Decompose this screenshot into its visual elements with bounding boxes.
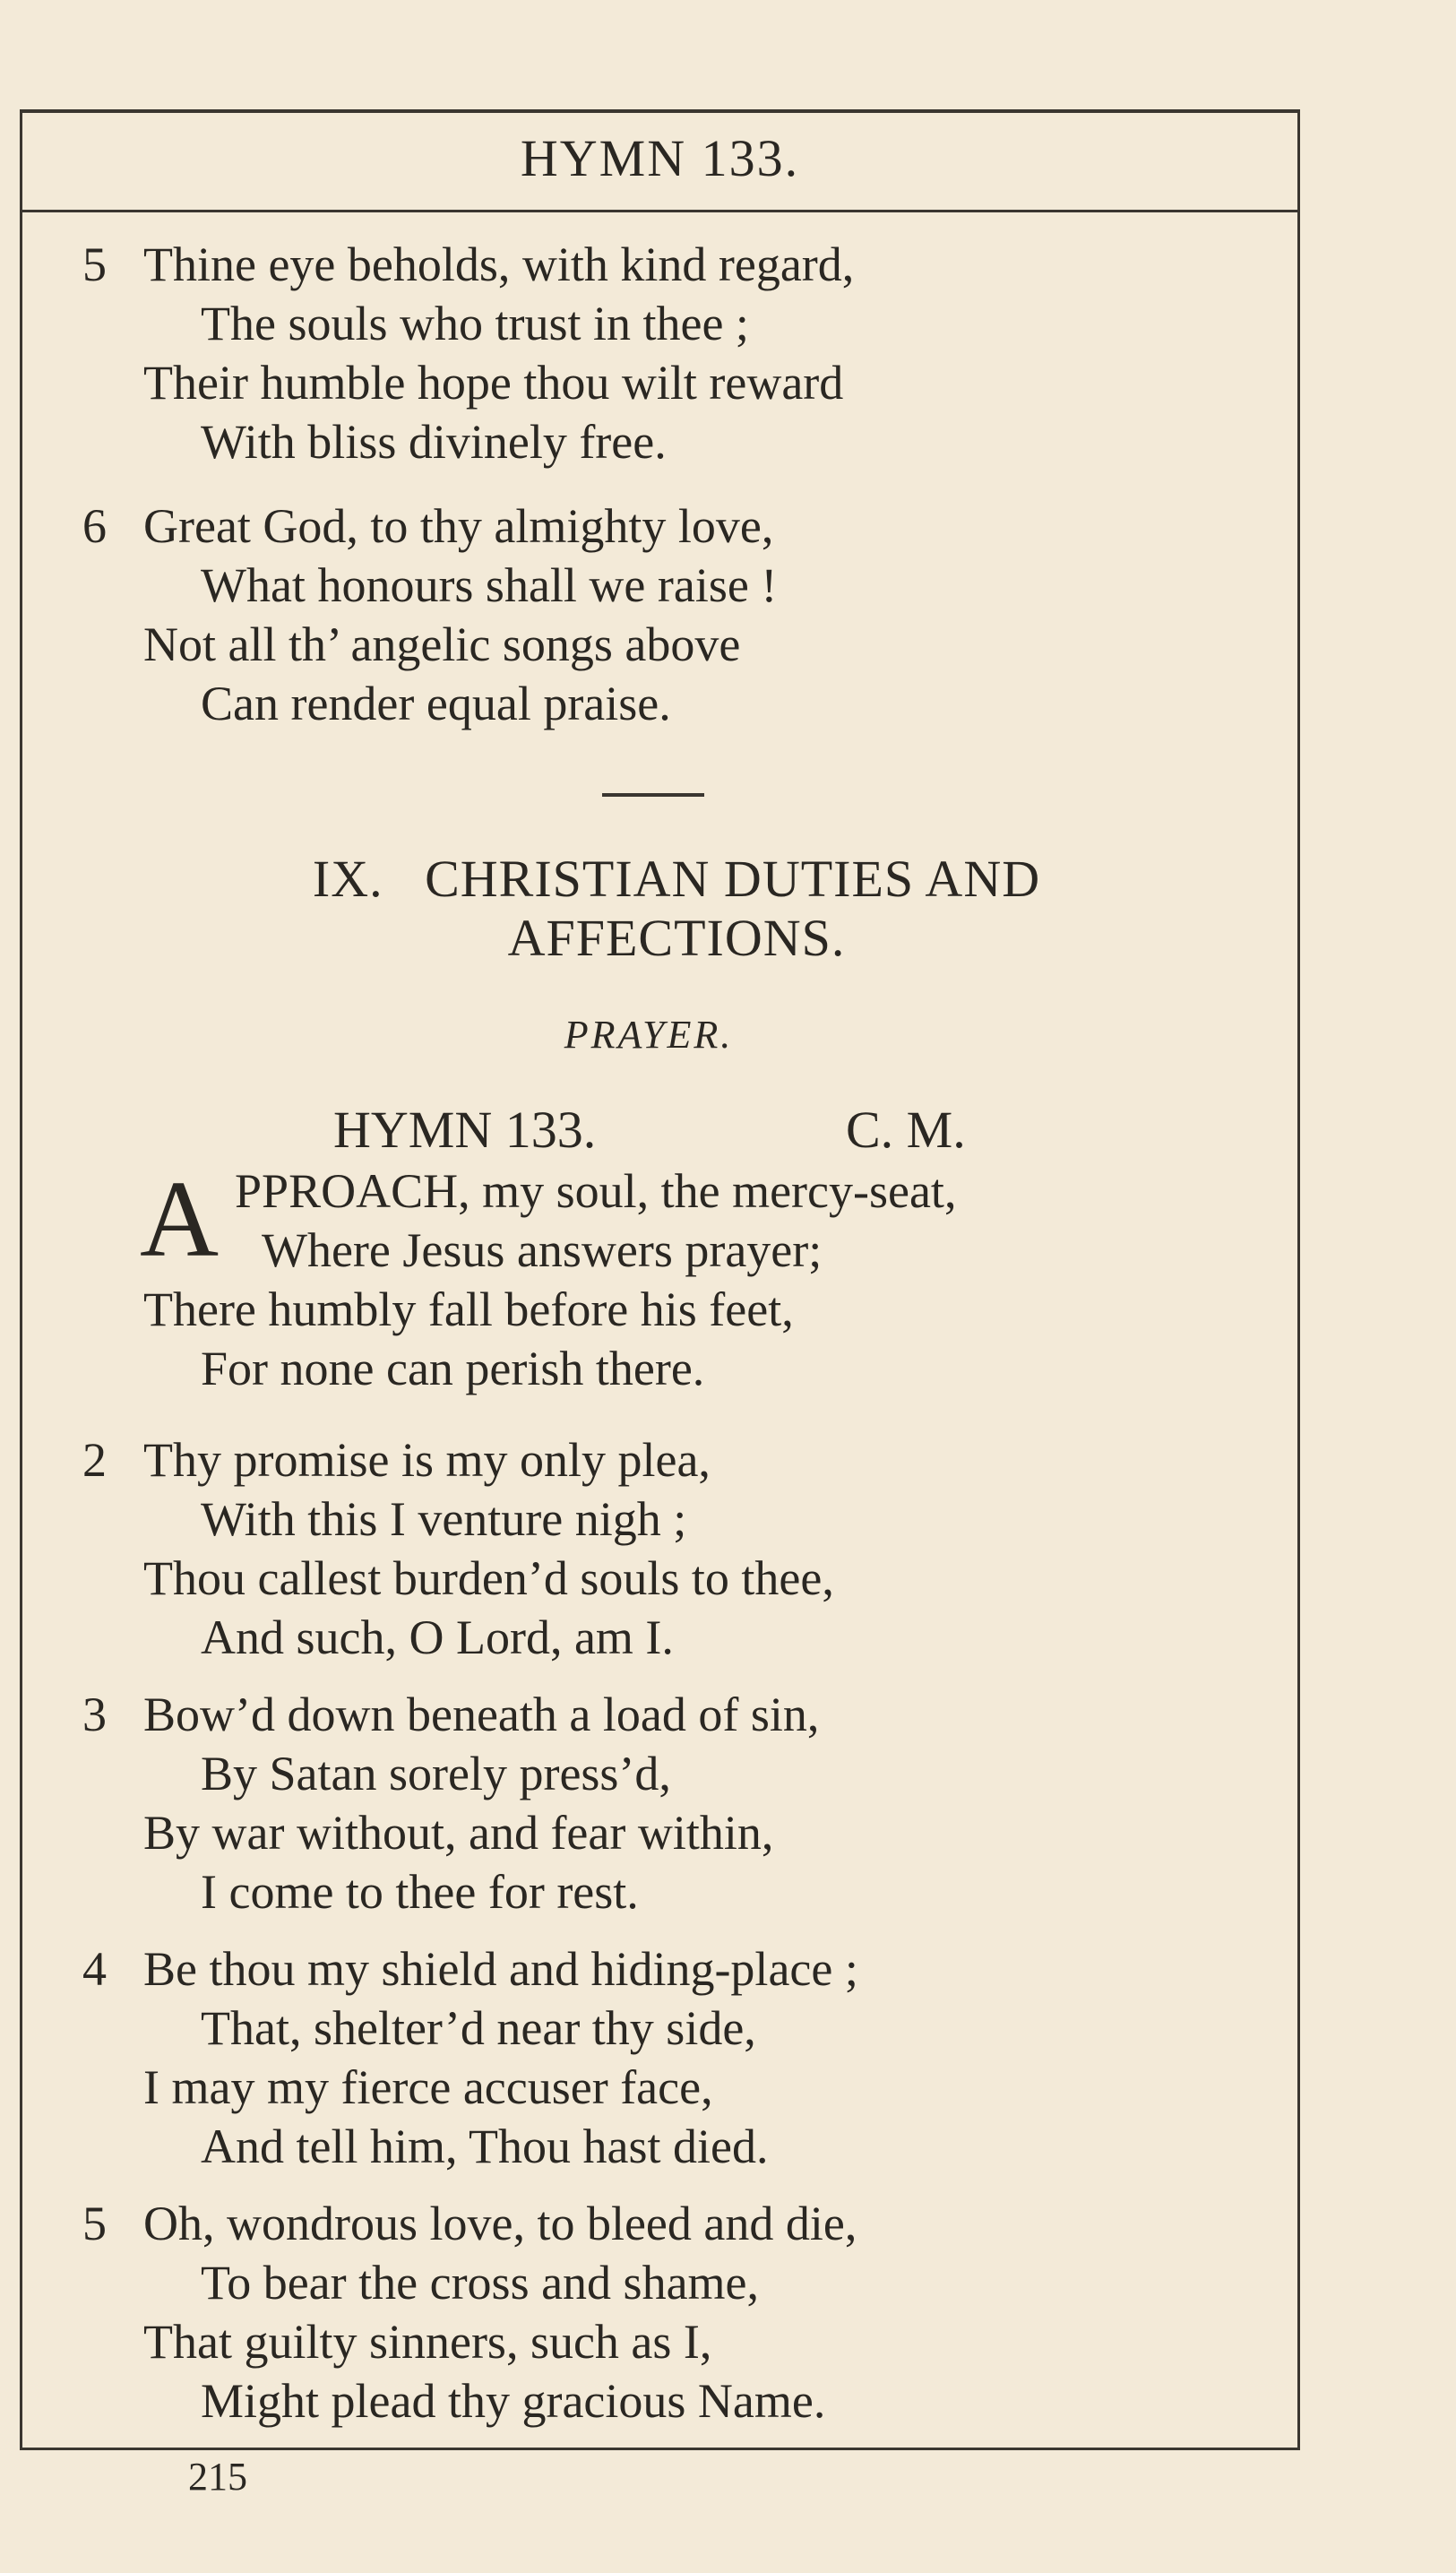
stanza-line bbox=[0, 615, 1297, 674]
stanza-line bbox=[0, 1221, 1297, 1280]
stanza-line bbox=[0, 556, 1297, 615]
verse-line: By war without, and fear within, bbox=[143, 1806, 774, 1860]
stanza-line bbox=[0, 412, 1297, 471]
verse-line: Can render equal praise. bbox=[201, 677, 671, 730]
stanza-number: 2 bbox=[82, 1433, 107, 1487]
verse-line-first: PPROACH, my soul, the mercy-seat, bbox=[235, 1164, 957, 1218]
top-rule bbox=[20, 109, 1300, 113]
verse-line: I come to thee for rest. bbox=[201, 1865, 639, 1919]
verse-line: To bear the cross and shame, bbox=[201, 2256, 760, 2310]
previous-hymn-stanza-6 bbox=[0, 496, 1297, 733]
stanza-line bbox=[0, 1939, 1297, 1999]
stanza-line bbox=[0, 2312, 1297, 2371]
stanza-line bbox=[0, 1549, 1297, 1608]
stanza-line bbox=[0, 2253, 1297, 2312]
section-title-line-1: IX. CHRISTIAN DUTIES AND bbox=[312, 850, 1041, 908]
stanza-number: 6 bbox=[82, 499, 107, 553]
stanza-line bbox=[0, 1608, 1297, 1667]
verse-line: And such, O Lord, am I. bbox=[201, 1610, 674, 1664]
verse-line: Be thou my shield and hiding-place ; bbox=[143, 1942, 858, 1996]
section-divider bbox=[602, 793, 704, 797]
section-title bbox=[161, 850, 1192, 968]
verse-line: With this I venture nigh ; bbox=[201, 1492, 687, 1546]
stanza-line bbox=[0, 1999, 1297, 2058]
stanza-number: 4 bbox=[82, 1942, 107, 1996]
hymn-stanza-2 bbox=[0, 1430, 1297, 1667]
page-number: 215 bbox=[188, 2455, 247, 2499]
hymn-stanza-4 bbox=[0, 1939, 1297, 2176]
verse-line: Great God, to thy almighty love, bbox=[143, 499, 774, 553]
verse-line: That guilty sinners, such as I, bbox=[143, 2315, 712, 2369]
verse-line: By Satan sorely press’d, bbox=[201, 1747, 671, 1800]
hymn-meter: C. M. bbox=[846, 1101, 966, 1159]
verse-line: Their humble hope thou wilt reward bbox=[143, 356, 844, 410]
stanza-line bbox=[0, 353, 1297, 412]
hymn-stanza-3 bbox=[0, 1685, 1297, 1921]
page-frame-right-rule bbox=[1297, 109, 1300, 2450]
verse-line: What honours shall we raise ! bbox=[201, 558, 778, 612]
section-subject: PRAYER. bbox=[564, 1013, 734, 1057]
stanza-line bbox=[0, 2117, 1297, 2176]
verse-line: That, shelter’d near thy side, bbox=[201, 2001, 756, 2055]
stanza-line bbox=[0, 1339, 1297, 1398]
stanza-line bbox=[0, 294, 1297, 353]
section-title-line-2: AFFECTIONS. bbox=[507, 909, 846, 967]
stanza-line bbox=[0, 2058, 1297, 2117]
stanza-line bbox=[0, 235, 1297, 294]
stanza-line bbox=[0, 1803, 1297, 1862]
verse-line: The souls who trust in thee ; bbox=[201, 297, 749, 350]
verse-line: Thine eye beholds, with kind regard, bbox=[143, 237, 855, 291]
verse-line: Bow’d down beneath a load of sin, bbox=[143, 1688, 820, 1741]
verse-line: For none can perish there. bbox=[201, 1342, 705, 1395]
verse-line: Thou callest burden’d souls to thee, bbox=[143, 1551, 834, 1605]
verse-line: And tell him, Thou hast died. bbox=[201, 2120, 769, 2173]
stanza-number: 3 bbox=[82, 1688, 107, 1741]
stanza-line bbox=[0, 1685, 1297, 1744]
stanza-line bbox=[0, 1430, 1297, 1489]
verse-line: Oh, wondrous love, to bleed and die, bbox=[143, 2197, 857, 2250]
stanza-number: 5 bbox=[82, 237, 107, 291]
bottom-rule bbox=[20, 2448, 1300, 2450]
verse-line: There humbly fall before his feet, bbox=[143, 1282, 794, 1336]
verse-line: With bliss divinely free. bbox=[201, 415, 667, 469]
verse-line: Not all th’ angelic songs above bbox=[143, 617, 741, 671]
header-rule bbox=[20, 210, 1300, 212]
verse-line: Thy promise is my only plea, bbox=[143, 1433, 711, 1487]
drop-cap: A bbox=[140, 1159, 220, 1280]
hymn-heading: HYMN 133. bbox=[333, 1101, 597, 1159]
stanza-line bbox=[0, 1862, 1297, 1921]
verse-line: Might plead thy gracious Name. bbox=[201, 2374, 826, 2428]
stanza-line bbox=[0, 2194, 1297, 2253]
stanza-line bbox=[0, 674, 1297, 733]
running-head: HYMN 133. bbox=[520, 129, 800, 187]
verse-line: I may my fierce accuser face, bbox=[143, 2060, 713, 2114]
stanza-line bbox=[0, 1744, 1297, 1803]
stanza-line bbox=[0, 1489, 1297, 1549]
hymn-stanza-1 bbox=[0, 1221, 1297, 1398]
stanza-line bbox=[0, 496, 1297, 556]
stanza-number: 5 bbox=[82, 2197, 107, 2250]
stanza-line bbox=[0, 1280, 1297, 1339]
hymn-stanza-5 bbox=[0, 2194, 1297, 2431]
stanza-line bbox=[0, 2371, 1297, 2431]
previous-hymn-stanza-5 bbox=[0, 235, 1297, 471]
verse-line: Where Jesus answers prayer; bbox=[262, 1223, 823, 1277]
